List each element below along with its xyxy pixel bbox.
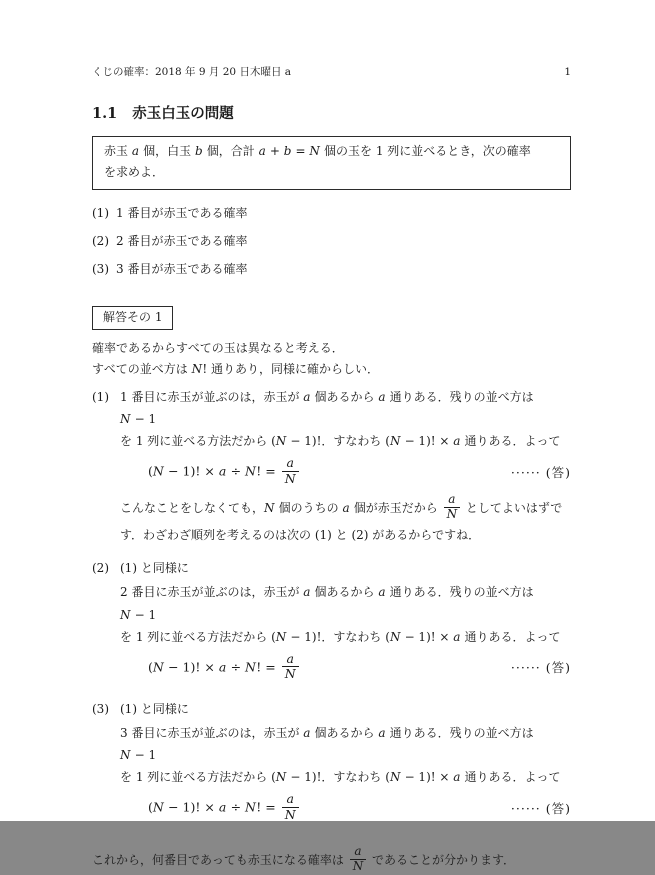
closing-paragraph xyxy=(92,846,571,875)
problem-statement-box xyxy=(92,136,571,191)
solution-line: を 1 列に並べる方法だから (N − 1)!．すなわち (N − 1)! × a 通りある．よって xyxy=(120,434,561,448)
solution-line: を 1 列に並べる方法だから (N − 1)!．すなわち (N − 1)! × a 通りある．よって xyxy=(120,770,561,785)
solution-intro xyxy=(92,338,571,380)
question-item-3 xyxy=(92,261,571,278)
solution-part-body xyxy=(120,698,571,831)
solution-part-label: (2) xyxy=(92,561,109,576)
equation-row xyxy=(120,650,571,683)
solution-part-1 xyxy=(92,386,571,548)
solution-line: 1 番目に赤玉が並ぶのは，赤玉が a 個あるから a 通りある．残りの並べ方は N − 1 xyxy=(120,389,534,426)
solution-lines xyxy=(120,581,571,648)
question-label: (1) xyxy=(92,206,109,221)
section-number: 1.1 xyxy=(92,104,118,122)
solution-lines xyxy=(120,722,571,789)
question-list xyxy=(92,205,571,277)
answer-marker: ······ (答) xyxy=(510,800,571,816)
equation-row xyxy=(120,793,571,823)
solution-part-label: (3) xyxy=(92,701,109,716)
equation-formula: (N − 1)! × a ÷ N! = $\frac{a}{N}$ xyxy=(148,457,301,487)
question-item-1 xyxy=(92,205,571,222)
inline-fraction: $\frac{a}{N}$ xyxy=(282,792,299,822)
question-text: 2 番目が赤玉である確率 xyxy=(116,234,248,249)
closing-line: これから，何番目であっても赤玉になる確率は $\frac{a}{N}$ であることが分かります． xyxy=(92,844,516,873)
page-number: 1 xyxy=(564,66,571,78)
question-label: (3) xyxy=(92,262,109,277)
section-title: 赤玉白玉の問題 xyxy=(132,104,234,122)
solution-line: 2 番目に赤玉が並ぶのは，赤玉が a 個あるから a 通りある．残りの並べ方は N − 1 xyxy=(120,585,534,622)
answer-marker: ······ (答) xyxy=(510,660,571,676)
problem-line-1: 赤玉 a 個，白玉 b 個，合計 a + b = N 個の玉を 1 列に並べるとき，次の確率 xyxy=(104,143,531,158)
inline-fraction: $\frac{a}{N}$ xyxy=(282,652,299,682)
solution-head: (1) と同様に xyxy=(120,561,189,576)
remark-line-1: こんなことをしなくても，N 個のうちの a 個が赤玉だから $\frac{a}{N}$ としてよいはずで xyxy=(120,491,563,521)
question-label: (2) xyxy=(92,234,109,249)
remark-paragraph xyxy=(120,491,571,547)
intro-line-1: 確率であるからすべての玉は異なると考える． xyxy=(92,340,344,355)
equation-formula: (N − 1)! × a ÷ N! = $\frac{a}{N}$ xyxy=(148,653,301,683)
solution-line: を 1 列に並べる方法だから (N − 1)!．すなわち (N − 1)! × a 通りある．よって xyxy=(120,629,561,644)
solution-part-3 xyxy=(92,698,571,831)
running-header xyxy=(92,66,571,79)
solution-section-label-text: 解答その 1 xyxy=(103,309,163,324)
equation-formula: (N − 1)! × a ÷ N! = $\frac{a}{N}$ xyxy=(148,793,301,823)
solution-head: (1) と同様に xyxy=(120,701,189,716)
section-heading xyxy=(92,105,571,123)
question-item-2 xyxy=(92,233,571,250)
problem-line-2: を求めよ． xyxy=(104,165,165,180)
header-title: くじの確率：2018 年 9 月 20 日木曜日 a xyxy=(92,66,292,78)
inline-fraction: $\frac{a}{N}$ xyxy=(282,456,299,486)
intro-line-2: すべての並べ方は N! 通りあり，同様に確からしい． xyxy=(92,361,380,376)
inline-fraction: $\frac{a}{N}$ xyxy=(444,493,461,522)
question-text: 1 番目が赤玉である確率 xyxy=(116,206,248,221)
answer-marker: ······ (答) xyxy=(510,464,571,480)
solution-section-label xyxy=(92,306,173,330)
solution-line: 3 番目に赤玉が並ぶのは，赤玉が a 個あるから a 通りある．残りの並べ方は N − 1 xyxy=(120,725,534,762)
solution-part-body xyxy=(120,557,571,690)
equation-row xyxy=(120,457,571,487)
solution-part-label: (1) xyxy=(92,389,109,404)
question-text: 3 番目が赤玉である確率 xyxy=(116,262,248,277)
remark-line-2: す．わざわざ順列を考えるのは次の (1) と (2) があるからですね． xyxy=(120,527,481,542)
solution-part-body xyxy=(120,386,571,548)
solution-part-2 xyxy=(92,557,571,690)
inline-fraction: $\frac{a}{N}$ xyxy=(350,845,367,874)
